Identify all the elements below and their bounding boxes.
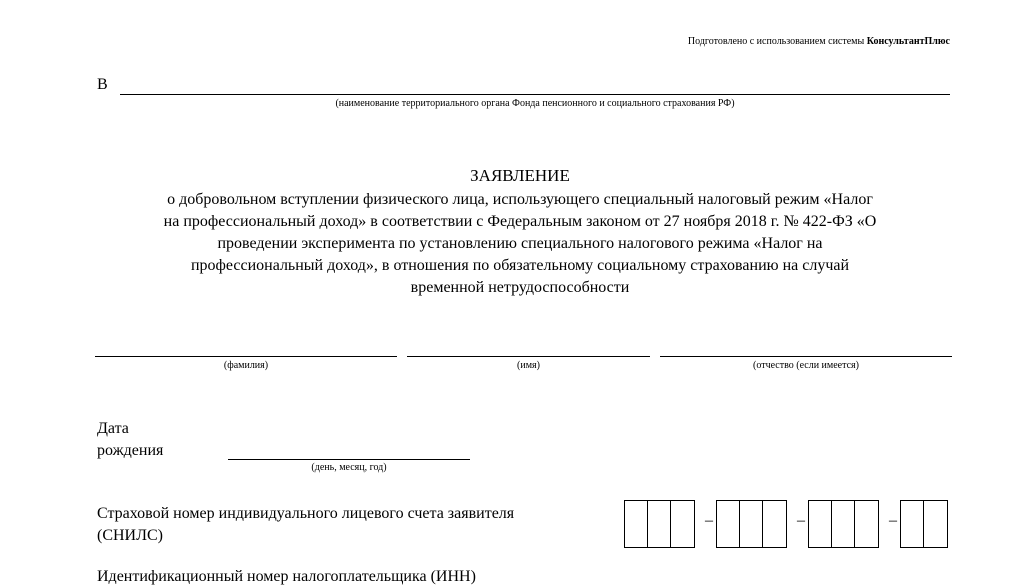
prepared-brand: КонсультантПлюс: [866, 36, 950, 47]
subtitle-line: временной нетрудоспособности: [410, 279, 630, 296]
patronymic-input-line[interactable]: [660, 356, 952, 357]
snils-label: [97, 503, 617, 547]
birth-date-label-line1: Дата: [97, 420, 129, 437]
recipient-caption: (наименование территориального органа Фонда пенсионного и социального страхования РФ): [335, 98, 735, 109]
recipient-label: В: [97, 76, 108, 93]
birth-date-label-line2: рождения: [97, 442, 164, 459]
snils-digit-cell[interactable]: [625, 501, 648, 547]
snils-digit-cell[interactable]: [671, 501, 694, 547]
subtitle-line: профессиональный доход», в отношения по обязательному социальному страхованию на случай: [190, 257, 850, 274]
snils-separator: –: [705, 512, 713, 529]
patronymic-caption: (отчество (если имеется): [753, 360, 859, 371]
birth-date-label: [97, 418, 163, 462]
subtitle-line: проведении эксперимента по установлению специального налогового режима «Налог на: [217, 235, 823, 252]
snils-digit-cell[interactable]: [717, 501, 740, 547]
subtitle-line: о добровольном вступлении физического лица, использующего специальный налоговый режим «Налог: [167, 191, 873, 208]
prepared-with-note: [688, 36, 950, 47]
snils-digit-group-4[interactable]: [900, 500, 948, 548]
snils-digit-cell[interactable]: [809, 501, 832, 547]
snils-label-line2: (СНИЛС): [97, 527, 163, 544]
snils-digit-group-3[interactable]: [808, 500, 879, 548]
birth-date-caption: (день, месяц, год): [311, 462, 387, 473]
recipient-input-line[interactable]: [120, 94, 950, 95]
document-title: ЗАЯВЛЕНИЕ: [470, 166, 570, 185]
snils-digit-cell[interactable]: [648, 501, 671, 547]
snils-digit-cell[interactable]: [763, 501, 786, 547]
snils-digit-cell[interactable]: [924, 501, 947, 547]
subtitle-line: на профессиональный доход» в соответствии с Федеральным законом от 27 ноября 2018 г. № 422-ФЗ «О: [163, 213, 877, 230]
snils-digit-cell[interactable]: [901, 501, 924, 547]
surname-caption: (фамилия): [223, 360, 269, 371]
snils-separator: –: [889, 512, 897, 529]
snils-separator: –: [797, 512, 805, 529]
snils-digit-cell[interactable]: [855, 501, 878, 547]
prepared-prefix: Подготовлено с использованием системы: [687, 36, 867, 47]
firstname-input-line[interactable]: [407, 356, 650, 357]
birth-date-input-line[interactable]: [228, 459, 470, 460]
surname-input-line[interactable]: [95, 356, 397, 357]
snils-digit-group-1[interactable]: [624, 500, 695, 548]
snils-digit-cell[interactable]: [832, 501, 855, 547]
snils-digit-group-2[interactable]: [716, 500, 787, 548]
snils-digit-cell[interactable]: [740, 501, 763, 547]
document-subtitle: [90, 189, 950, 299]
firstname-caption: (имя): [517, 360, 540, 371]
snils-label-line1: Страховой номер индивидуального лицевого счета заявителя: [97, 505, 515, 522]
inn-label: Идентификационный номер налогоплательщика (ИНН): [97, 568, 476, 585]
